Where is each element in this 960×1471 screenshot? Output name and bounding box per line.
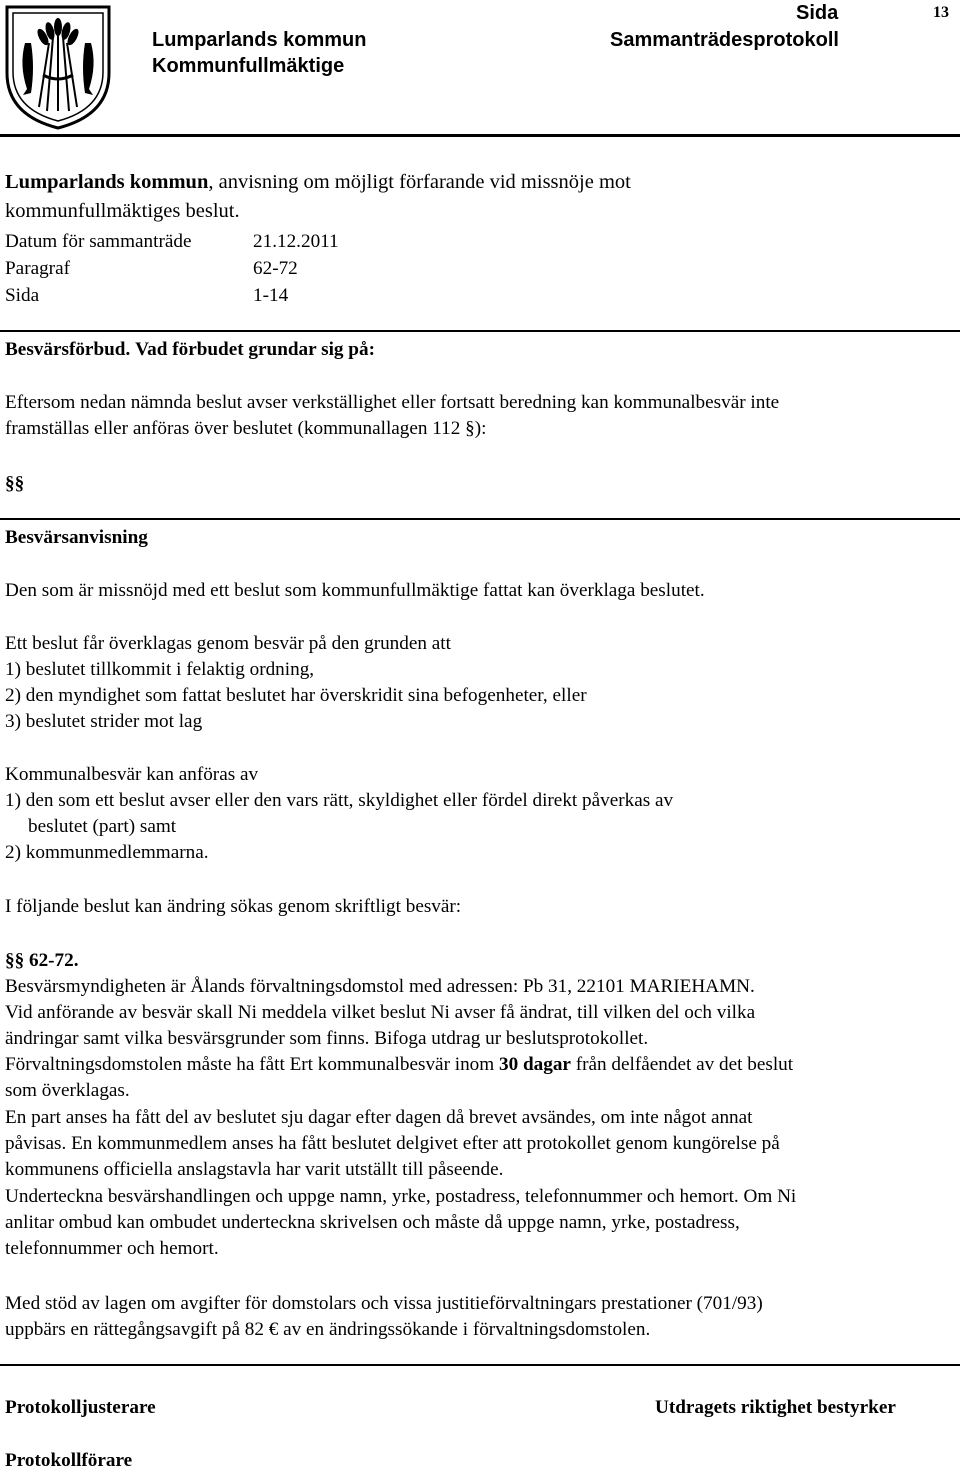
anvisning-intro: Den som är missnöjd med ett beslut som kommunfullmäktige fattat kan överklaga beslutet.	[5, 580, 705, 601]
fee-line-1: Med stöd av lagen om avgifter för domstolars och vissa justitieförvaltningars prestationer (701/93)	[5, 1293, 763, 1314]
grounds-intro: Ett beslut får överklagas genom besvär på den grunden att	[5, 633, 451, 654]
footer-left2: Protokollförare	[5, 1450, 133, 1471]
notice-title-bold: Lumparlands kommun	[5, 171, 209, 193]
forbud-heading-bold: Besvärsförbud.	[5, 339, 131, 360]
deadline-line2: som överklagas.	[5, 1080, 130, 1101]
tail-line-1: En part anses ha fått del av beslutet sju dagar efter dagen då brevet avsändes, om inte något annat	[5, 1107, 753, 1128]
fee-line-2: uppbärs en rättegångsavgift på 82 € av en ändringssökande i förvaltningsdomstolen.	[5, 1319, 651, 1340]
ground-2: 2) den myndighet som fattat beslutet har överskridit sina befogenheter, eller	[5, 685, 587, 706]
tail-line-2: påvisas. En kommunmedlem anses ha fått beslutet delgivet efter att protokollet genom kungörelse på	[5, 1133, 780, 1154]
tail-line-3: kommunens officiella anslagstavla har varit utställt till påseende.	[5, 1159, 504, 1180]
deadline-line	[5, 1055, 793, 1074]
deadline-days: 30 dagar	[499, 1054, 571, 1075]
forbud-paragraphs: §§	[5, 473, 25, 494]
notice-title-line2: kommunfullmäktiges beslut.	[5, 200, 240, 222]
body-line-3: ändringar samt vilka besvärsgrunder som finns. Bifoga utdrag ur beslutsprotokollet.	[5, 1028, 649, 1049]
meta-value-paragraph: 62-72	[253, 258, 298, 279]
section-divider-1	[0, 330, 960, 332]
municipal-crest-logo	[3, 3, 113, 131]
tail-line-6: telefonnummer och hemort.	[5, 1238, 219, 1259]
notice-title	[5, 172, 631, 193]
forbud-heading	[5, 340, 375, 359]
header-org: Lumparlands kommun	[152, 29, 367, 51]
meta-label-page: Sida	[5, 285, 40, 306]
who-1b: beslutet (part) samt	[28, 816, 177, 837]
meta-label-paragraph: Paragraf	[5, 258, 70, 279]
header-body: Kommunfullmäktige	[152, 55, 345, 77]
who-1a: 1) den som ett beslut avser eller den vars rätt, skyldighet eller fördel direkt påverkas av	[5, 790, 674, 811]
tail-line-5: anlitar ombud kan ombudet underteckna skrivelsen och måste då uppge namn, yrke, postadress,	[5, 1212, 740, 1233]
header-page-number: 13	[933, 4, 949, 21]
who-2: 2) kommunmedlemmarna.	[5, 842, 209, 863]
anvisning-heading: Besvärsanvisning	[5, 527, 148, 548]
deadline-pre: Förvaltningsdomstolen måste ha fått Ert kommunalbesvär inom	[5, 1054, 499, 1075]
tail-line-4: Underteckna besvärshandlingen och uppge namn, yrke, postadress, telefonnummer och hemort. Om Ni	[5, 1186, 797, 1207]
body-line-1: Besvärsmyndigheten är Ålands förvaltningsdomstol med adressen: Pb 31, 22101 MARIEHAMN.	[5, 976, 755, 997]
body-line-2: Vid anförande av besvär skall Ni meddela vilket beslut Ni avser få ändrat, till vilken del och vilka	[5, 1002, 756, 1023]
ground-3: 3) beslutet strider mot lag	[5, 711, 203, 732]
who-intro: Kommunalbesvär kan anföras av	[5, 764, 259, 785]
notice-title-rest: , anvisning om möjligt förfarande vid missnöje mot	[208, 171, 631, 193]
written-intro: I följande beslut kan ändring sökas genom skriftligt besvär:	[5, 896, 462, 917]
header-divider	[0, 134, 960, 137]
footer-right: Utdragets riktighet bestyrker	[655, 1397, 896, 1418]
footer-divider	[0, 1364, 960, 1366]
deadline-post: från delfåendet av det beslut	[570, 1054, 794, 1075]
forbud-line2: framställas eller anföras över beslutet (kommunallagen 112 §):	[5, 418, 487, 439]
meta-value-page: 1-14	[253, 285, 289, 306]
forbud-heading-rest: Vad förbudet grundar sig på:	[135, 339, 375, 360]
forbud-line1: Eftersom nedan nämnda beslut avser verkställighet eller fortsatt beredning kan kommunalbesvär inte	[5, 392, 780, 413]
header-doc-type: Sammanträdesprotokoll	[610, 29, 839, 51]
header-page-label: Sida	[796, 2, 839, 24]
footer-left: Protokolljusterare	[5, 1397, 156, 1418]
written-paragraphs: §§ 62-72.	[5, 950, 79, 971]
section-divider-2	[0, 518, 960, 520]
meta-label-date: Datum för sammanträde	[5, 231, 192, 252]
meta-value-date: 21.12.2011	[253, 231, 339, 252]
ground-1: 1) beslutet tillkommit i felaktig ordning,	[5, 659, 315, 680]
